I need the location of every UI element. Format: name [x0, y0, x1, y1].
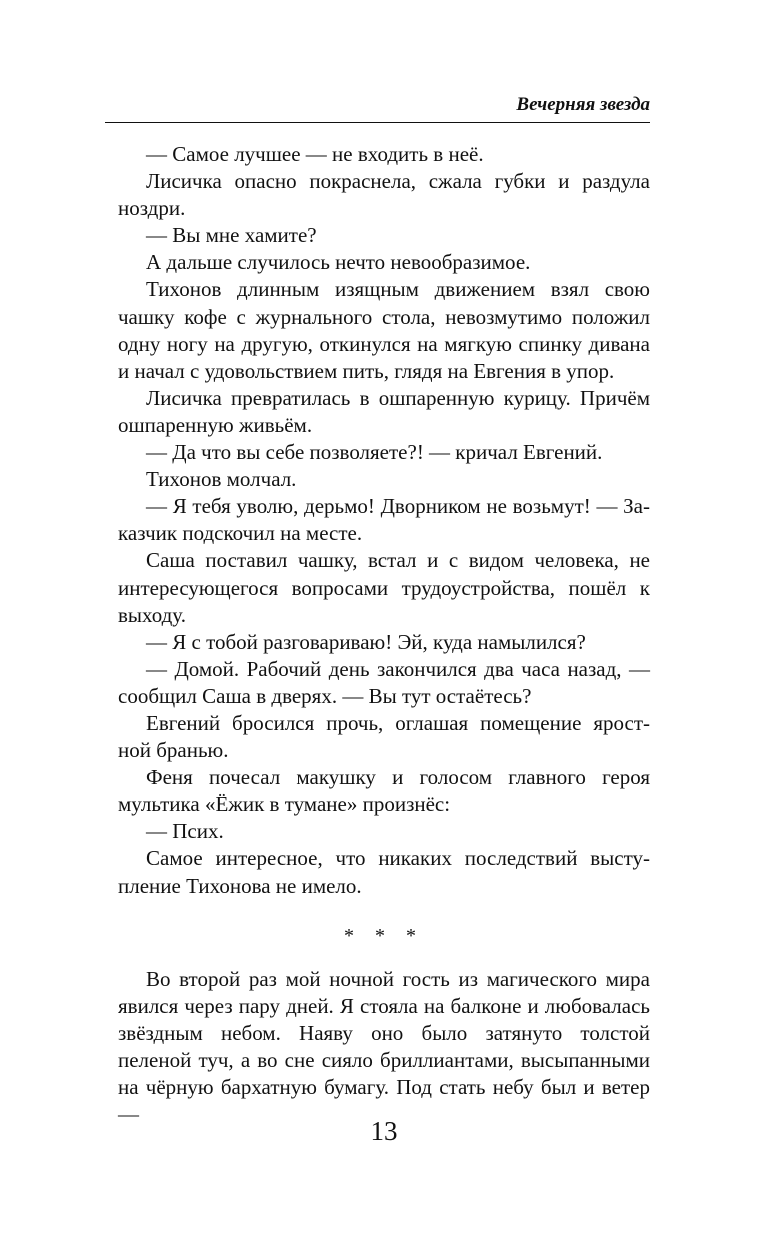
paragraph-continuation: ноздри.	[118, 196, 186, 221]
paragraph	[118, 222, 650, 249]
paragraph-first-line: Во второй раз мой ночной гость из магического мира	[146, 967, 650, 991]
paragraph-first-line: Феня почесал макушку и голосом главного героя	[146, 765, 650, 790]
paragraph-continuation: ошпаренную живьём.	[118, 412, 313, 437]
paragraph	[118, 168, 650, 222]
paragraph	[118, 845, 650, 899]
paragraph	[118, 466, 650, 493]
paragraph	[118, 249, 650, 276]
paragraph	[118, 818, 650, 845]
paragraph	[118, 710, 650, 764]
paragraph-first-line: — Я с тобой разговариваю! Эй, куда намылился?	[146, 629, 586, 654]
paragraph	[118, 439, 650, 466]
paragraph-first-line: — Домой. Рабочий день закончился два часа назад, —	[146, 656, 650, 681]
paragraph-continuation: явился через пару дней. Я стояла на балконе и любовалась звёздным небом. Наяву оно было затянуто толстой пеленой туч, а во сне сияло бриллиантами, высыпанными на чёрную бархатную бумагу. Под стать небу был и ветер —	[118, 994, 650, 1127]
paragraph-continuation: ной бранью.	[118, 738, 229, 763]
paragraph	[118, 385, 650, 439]
paragraph-first-line: Саша поставил чашку, встал и с видом человека, не	[146, 548, 650, 573]
paragraph	[118, 276, 650, 384]
paragraph	[118, 493, 650, 547]
paragraph	[118, 547, 650, 628]
section-separator: * * *	[344, 925, 424, 947]
body-text	[118, 141, 650, 900]
paragraph-continuation: пление Тихонова не имело.	[118, 873, 362, 898]
paragraph-continuation: чашку кофе с журнального стола, невозмутимо положил одну ногу на другую, откинулся на мягкую спинку дивана и начал с удовольствием пить, глядя на Евгения в упор.	[118, 304, 650, 383]
paragraph-first-line: Евгений бросился прочь, оглашая помещение ярост-	[146, 710, 650, 735]
paragraph-first-line: — Да что вы себе позволяете?! — кричал Евгений.	[146, 440, 603, 465]
paragraph-first-line: — Псих.	[146, 819, 224, 844]
paragraph	[118, 764, 650, 818]
paragraph-first-line: — Я тебя уволю, дерьмо! Дворником не возьмут! — За-	[146, 494, 650, 519]
paragraph-first-line: Самое интересное, что никаких последствий высту-	[146, 846, 650, 871]
page-number: 13	[370, 1116, 398, 1146]
paragraph-continuation: сообщил Саша в дверях. — Вы тут остаётесь?	[118, 683, 532, 708]
header-rule	[105, 122, 650, 123]
paragraph-first-line: Тихонов молчал.	[146, 467, 297, 492]
paragraph	[118, 656, 650, 710]
paragraph	[118, 141, 650, 168]
paragraph-continuation: интересующегося вопросами трудоустройства, пошёл к выходу.	[118, 575, 650, 627]
body-text-section-2	[118, 966, 650, 1129]
paragraph-first-line: — Вы мне хамите?	[146, 223, 317, 248]
paragraph-first-line: А дальше случилось нечто невообразимое.	[146, 250, 531, 275]
paragraph	[118, 966, 650, 1129]
paragraph-first-line: Лисичка превратилась в ошпаренную курицу. Причём	[146, 385, 650, 410]
paragraph-first-line: — Самое лучшее — не входить в неё.	[146, 142, 484, 166]
paragraph-first-line: Лисичка опасно покраснела, сжала губки и раздула	[146, 169, 650, 194]
paragraph-first-line: Тихонов длинным изящным движением взял свою	[146, 277, 650, 302]
paragraph-continuation: казчик подскочил на месте.	[118, 521, 363, 546]
paragraph	[118, 629, 650, 656]
paragraph-continuation: мультика «Ёжик в тумане» произнёс:	[118, 792, 451, 817]
running-head: Вечерняя звезда	[516, 94, 650, 115]
